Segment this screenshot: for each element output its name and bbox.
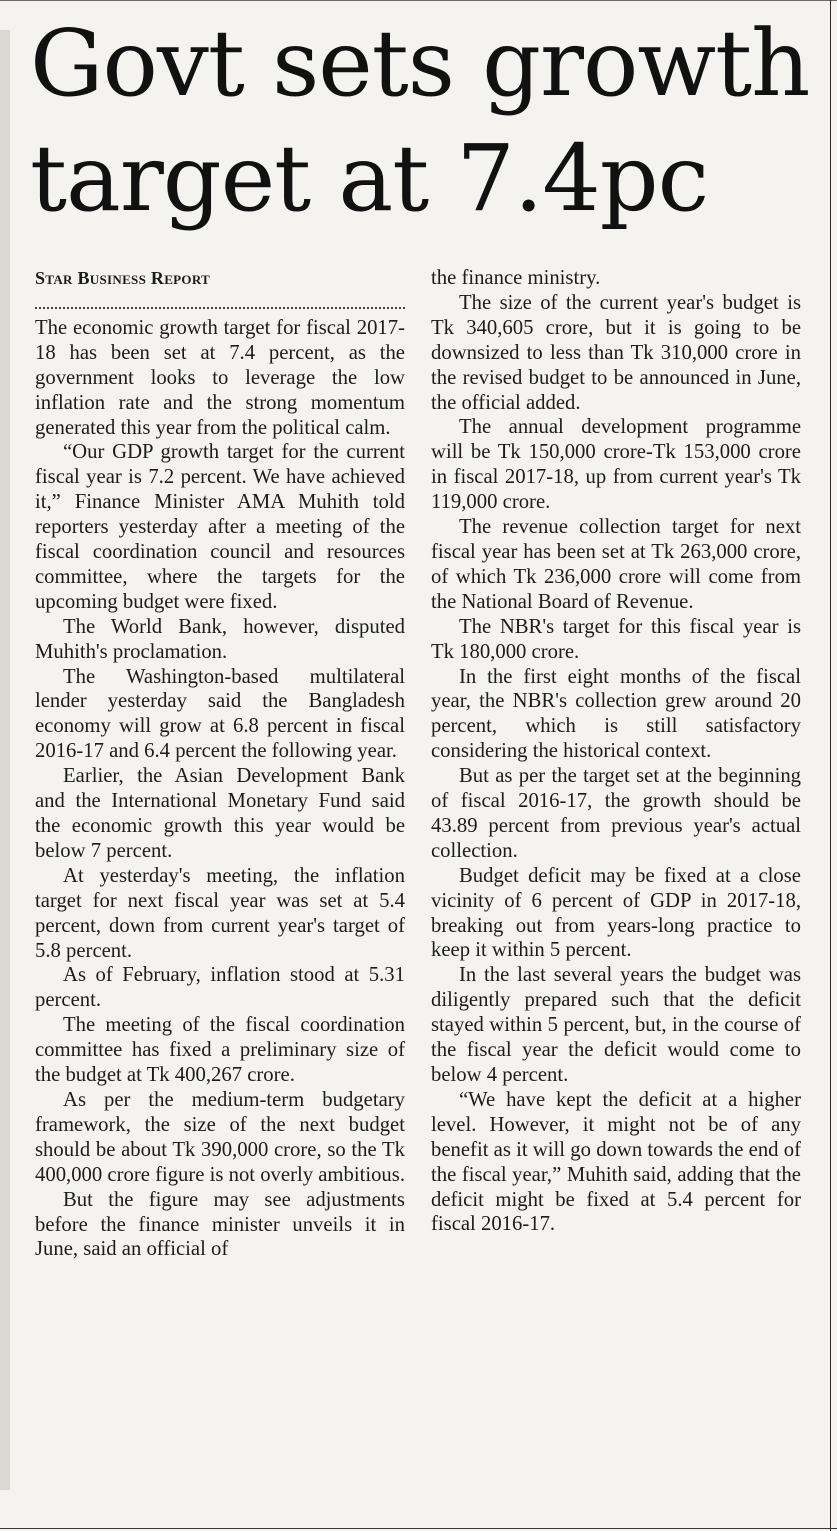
article-column-left <box>35 266 405 1262</box>
page-edge-shadow <box>0 30 10 1490</box>
paragraph: But the figure may see adjustments before the finance minister unveils it in June, said an official of <box>35 1188 405 1261</box>
paragraph: The revenue collection target for next fiscal year has been set at Tk 263,000 crore, of which Tk 236,000 crore will come from the National Board of Revenue. <box>431 516 801 613</box>
paragraph: Budget deficit may be fixed at a close vicinity of 6 percent of GDP in 2017-18, breaking out from years-long practice to keep it within 5 percent. <box>431 864 801 962</box>
byline-dotted-rule <box>35 307 405 309</box>
paragraph: “Our GDP growth target for the current fiscal year is 7.2 percent. We have achieved it,” Finance Minister AMA Muhith told reporters yesterday after a meeting of the fiscal coordination council and resources committee, where the targets for the upcoming budget were fixed. <box>35 441 405 613</box>
paragraph-continued: the finance ministry. <box>431 267 601 289</box>
paragraph: But as per the target set at the beginning of fiscal 2016-17, the growth should be 43.89 percent from previous year's actual collection. <box>431 765 801 862</box>
paragraph: Earlier, the Asian Development Bank and the International Monetary Fund said the economic growth this year would be below 7 percent. <box>35 765 405 862</box>
paragraph: The annual development programme will be Tk 150,000 crore-Tk 153,000 crore in fiscal 2017-18, up from current year's Tk 119,000 crore. <box>431 416 801 514</box>
paragraph: At yesterday's meeting, the inflation target for next fiscal year was set at 5.4 percent, down from current year's target of 5.8 percent. <box>35 864 405 962</box>
paragraph: The economic growth target for fiscal 2017-18 has been set at 7.4 percent, as the government looks to leverage the low inflation rate and the strong momentum generated this year from the political calm. <box>35 316 405 439</box>
clipping-top-border <box>0 0 837 1</box>
paragraph: As per the medium-term budgetary framework, the size of the next budget should be about Tk 390,000 crore, so the Tk 400,000 crore figure is not overly ambitious. <box>35 1088 406 1186</box>
paragraph: “We have kept the deficit at a higher level. However, it might not be of any benefit as it will go down towards the end of the fiscal year,” Muhith said, adding that the deficit might be fixed at 5.4 percent for fiscal 2016-17. <box>431 1088 801 1236</box>
paragraph: The World Bank, however, disputed Muhith's proclamation. <box>35 615 405 663</box>
paragraph: As of February, inflation stood at 5.31 percent. <box>35 964 405 1012</box>
paragraph: The size of the current year's budget is Tk 340,605 crore, but it is going to be downsized to less than Tk 310,000 crore in the revised budget to be announced in June, the official added. <box>431 291 801 414</box>
article-column-right <box>431 266 801 1237</box>
column-rule-right <box>830 0 831 1531</box>
paragraph: In the first eight months of the fiscal year, the NBR's collection grew around 20 percent, which is still satisfactory considering the historical context. <box>431 665 801 763</box>
paragraph: The NBR's target for this fiscal year is Tk 180,000 crore. <box>431 615 801 663</box>
headline: Govt sets growth target at 7.4pc <box>30 10 810 232</box>
clipping-bottom-border <box>0 1528 837 1529</box>
paragraph: The meeting of the fiscal coordination committee has fixed a preliminary size of the budget at Tk 400,267 crore. <box>35 1014 405 1087</box>
paragraph: In the last several years the budget was diligently prepared such that the deficit stayed within 5 percent, but, in the course of the fiscal year the deficit would come to below 4 percent. <box>431 964 801 1086</box>
paragraph: The Washington-based multilateral lender yesterday said the Bangladesh economy will grow at 6.8 percent in fiscal 2016-17 and 6.4 percent the following year. <box>35 665 405 763</box>
byline: Star Business Report <box>35 268 211 288</box>
